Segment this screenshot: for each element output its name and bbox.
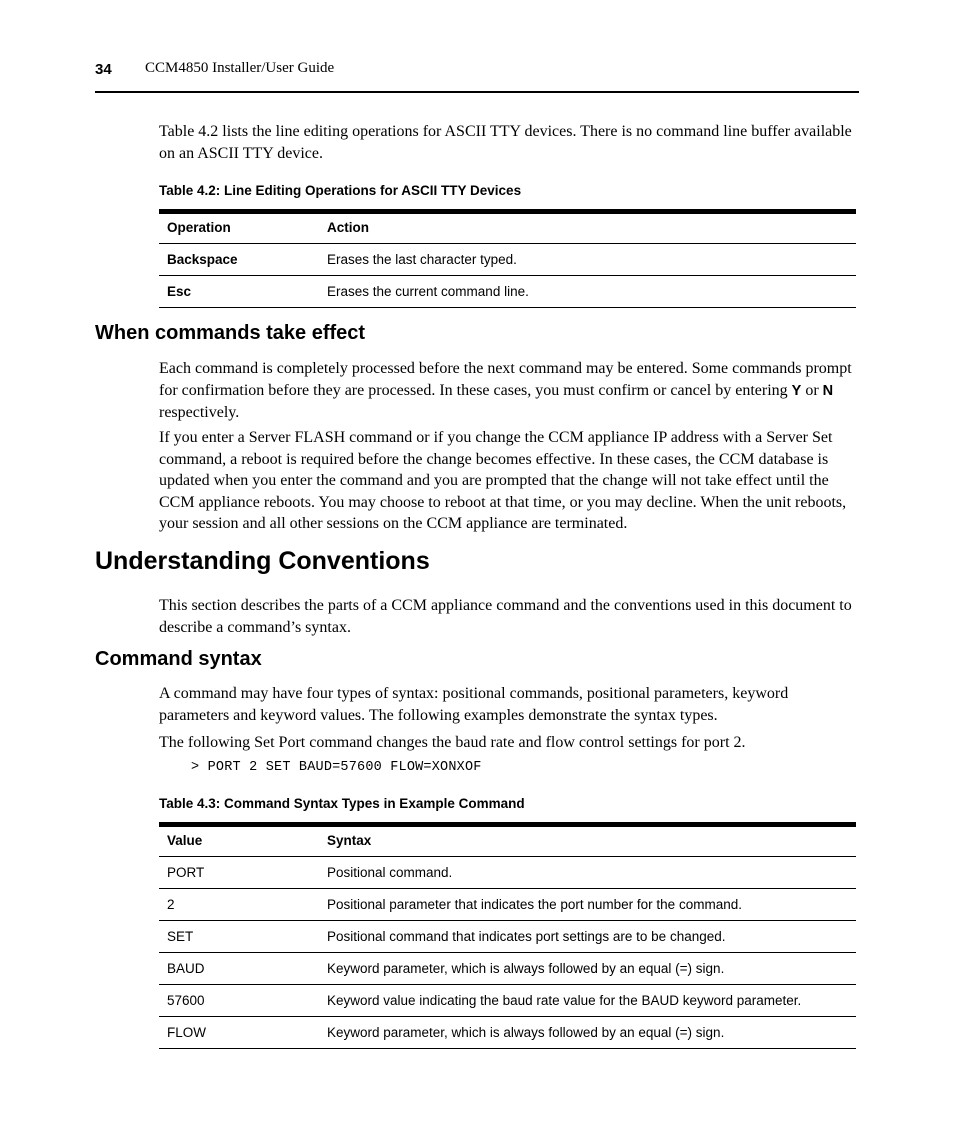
table-cell-syntax: Keyword value indicating the baud rate value for the BAUD keyword parameter. xyxy=(319,985,856,1017)
section-heading-when-commands: When commands take effect xyxy=(95,322,366,344)
table-cell-syntax: Positional command. xyxy=(319,857,856,889)
key-n: N xyxy=(822,382,834,399)
syntax-paragraph-1 xyxy=(159,683,859,726)
table-header-cell: Syntax xyxy=(319,825,856,857)
table-row xyxy=(159,889,856,921)
table-row xyxy=(159,857,856,889)
table-row xyxy=(159,276,856,308)
table-row xyxy=(159,921,856,953)
text-span: respectively. xyxy=(159,404,240,421)
table-cell-syntax: Keyword parameter, which is always followed by an equal (=) sign. xyxy=(319,1017,856,1049)
table-cell-action: Erases the current command line. xyxy=(319,276,856,308)
paragraph-text: The following Set Port command changes the baud rate and flow control settings for port 2. xyxy=(159,734,746,751)
section-heading-command-syntax: Command syntax xyxy=(95,648,262,670)
table-cell-value: BAUD xyxy=(159,953,319,985)
key-y: Y xyxy=(791,382,802,399)
table-cell-syntax: Positional parameter that indicates the port number for the command. xyxy=(319,889,856,921)
table-4-3 xyxy=(159,825,856,1049)
intro-paragraph xyxy=(159,121,859,164)
table-cell-value: 2 xyxy=(159,889,319,921)
conventions-paragraph xyxy=(159,595,859,638)
table-header-cell: Action xyxy=(319,212,856,244)
when-commands-paragraph-1 xyxy=(159,358,859,424)
code-example: > PORT 2 SET BAUD=57600 FLOW=XONXOF xyxy=(191,760,482,775)
table-4-3-caption: Table 4.3: Command Syntax Types in Example Command xyxy=(159,796,525,811)
table-cell-operation: Esc xyxy=(159,276,319,308)
table-cell-operation: Backspace xyxy=(159,244,319,276)
table-header-row xyxy=(159,825,856,857)
table-cell-value: SET xyxy=(159,921,319,953)
text-span: Each command is completely processed before the next command may be entered. Some commands prompt for confirmation before they are processed. In these cases, you must confirm or cancel by entering xyxy=(159,360,852,399)
when-commands-paragraph-2 xyxy=(159,427,859,535)
paragraph-text: This section describes the parts of a CCM appliance command and the conventions used in this document to describe a command’s syntax. xyxy=(159,597,852,636)
page-number: 34 xyxy=(95,61,112,78)
paragraph-text: If you enter a Server FLASH command or if you change the CCM appliance IP address with a Server Set command, a reboot is required before the change becomes effective. In these cases, the CCM database is updated when you enter the command and you are prompted that the change will not take effect until the CCM appliance reboots. You may choose to reboot at that time, or you may decline. When the unit reboots, your session and all other sessions on the CCM appliance are terminated. xyxy=(159,429,847,532)
text-span: or xyxy=(801,381,823,399)
intro-text: Table 4.2 lists the line editing operations for ASCII TTY devices. There is no command line buffer available on an ASCII TTY device. xyxy=(159,123,852,162)
table-row xyxy=(159,1017,856,1049)
syntax-paragraph-2 xyxy=(159,732,859,754)
page-header xyxy=(95,58,859,93)
paragraph-text: A command may have four types of syntax: positional commands, positional parameters, keyword parameters and keyword values. The following examples demonstrate the syntax types. xyxy=(159,685,789,724)
table-4-2-caption: Table 4.2: Line Editing Operations for ASCII TTY Devices xyxy=(159,183,522,198)
table-header-row xyxy=(159,212,856,244)
table-header-cell: Operation xyxy=(159,212,319,244)
section-heading-conventions: Understanding Conventions xyxy=(95,547,430,575)
table-cell-action: Erases the last character typed. xyxy=(319,244,856,276)
paragraph-text xyxy=(159,358,859,424)
guide-title: CCM4850 Installer/User Guide xyxy=(145,60,335,76)
table-row xyxy=(159,953,856,985)
table-4-2 xyxy=(159,212,856,308)
table-row xyxy=(159,985,856,1017)
table-cell-value: PORT xyxy=(159,857,319,889)
table-header-cell: Value xyxy=(159,825,319,857)
table-cell-value: FLOW xyxy=(159,1017,319,1049)
table-cell-value: 57600 xyxy=(159,985,319,1017)
table-cell-syntax: Positional command that indicates port settings are to be changed. xyxy=(319,921,856,953)
table-row xyxy=(159,244,856,276)
table-cell-syntax: Keyword parameter, which is always followed by an equal (=) sign. xyxy=(319,953,856,985)
